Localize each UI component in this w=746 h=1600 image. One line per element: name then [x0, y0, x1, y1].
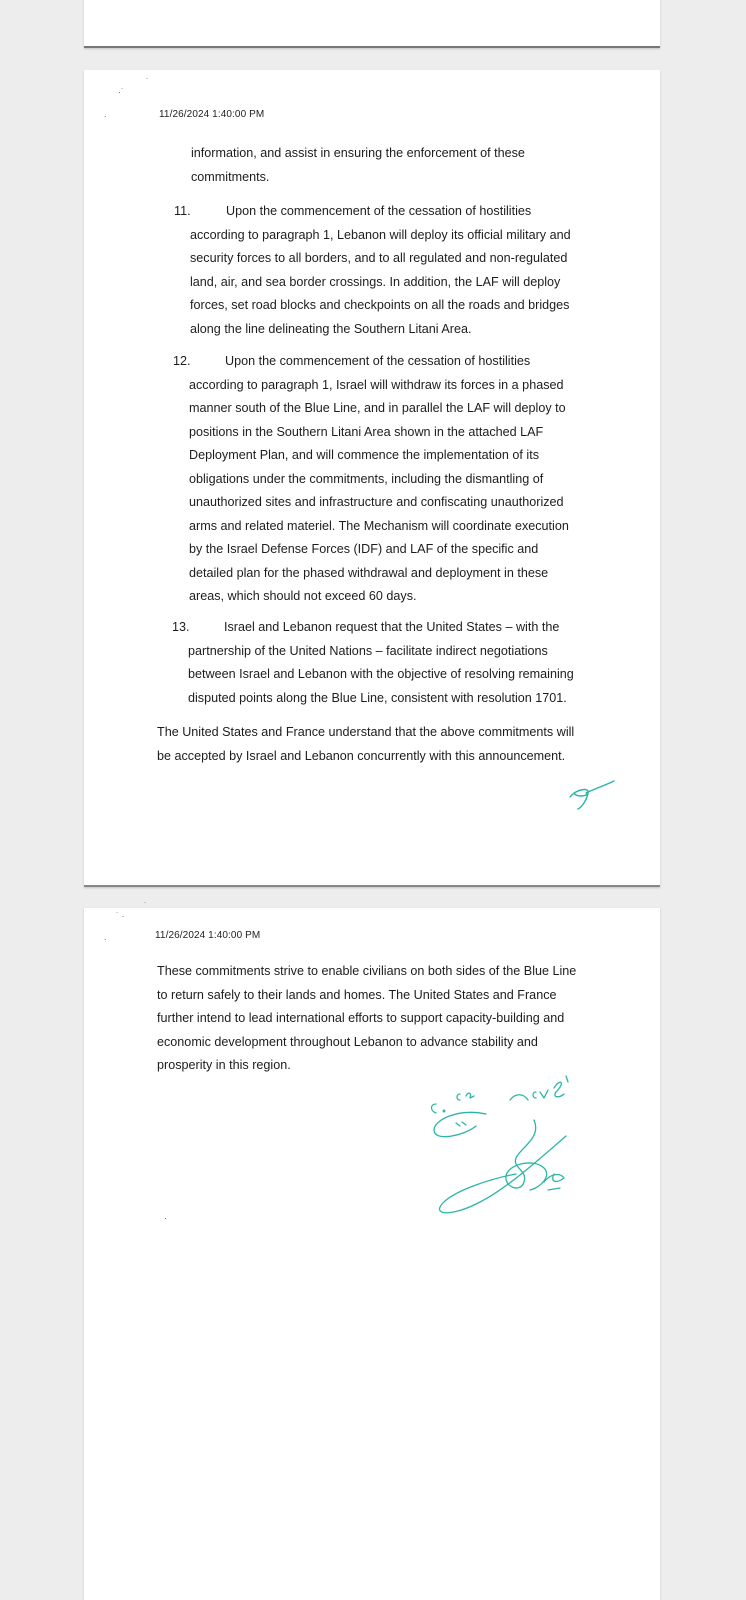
scan-speck: ˙ · — [116, 911, 125, 921]
item-number: 11. — [174, 204, 191, 218]
list-item-11: Upon the commencement of the cessation of hostilities according to paragraph 1, Lebanon will deploy its official military and security forces to all borders, and to all regulated and non-regulated land, air, and sea border crossings. In addition, the LAF will deploy forces, set road blocks and checkpoints on all the roads and bridges along the line delineating the Southern Litani Area. — [190, 204, 571, 336]
item-number: 12. — [173, 354, 191, 368]
scan-speck: · — [164, 1213, 167, 1223]
closing-paragraph: The United States and France understand that the above commitments will be accepted by Israel and Lebanon concurrently with this announcement. — [157, 725, 575, 763]
item-number: 13. — [172, 620, 190, 634]
print-timestamp: 11/26/2024 1:40:00 PM — [159, 109, 265, 120]
scan-speck: ·˙ — [118, 87, 124, 97]
print-timestamp: 11/26/2024 1:40:00 PM — [155, 930, 261, 941]
scan-speck: . — [104, 109, 107, 119]
body-paragraph: These commitments strive to enable civilians on both sides of the Blue Line to return safely to their lands and homes. The United States and France further intend to lead international efforts to support capacity-building and economic development throughout Lebanon to advance stability and prosperity in this region. — [157, 964, 577, 1072]
initials-signature — [564, 775, 624, 815]
document-page-1 — [84, 0, 660, 48]
continuation-paragraph: information, and assist in ensuring the enforcement of these commitments. — [191, 146, 525, 184]
document-page-2 — [84, 70, 660, 887]
handwritten-signature — [424, 1078, 594, 1238]
list-item-12: Upon the commencement of the cessation of hostilities according to paragraph 1, Israel will withdraw its forces in a phased manner south of the Blue Line, and in parallel the LAF will deploy to positions in the Southern Litani Area shown in the attached LAF Deployment Plan, and will commence the implementation of its obligations under the commitments, including the dismantling of unauthorized sites and infrastructure and confiscating unauthorized arms and related materiel. The Mechanism will coordinate execution by the Israel Defense Forces (IDF) and LAF of the specific and detailed plan for the phased withdrawal and deployment in these areas, which should not exceed 60 days. — [189, 354, 569, 603]
scan-speck: ˙ — [146, 77, 149, 87]
scan-speck: ˙ — [144, 901, 147, 911]
list-item-13: Israel and Lebanon request that the United States – with the partnership of the United Nations – facilitate indirect negotiations between Israel and Lebanon with the objective of resolving remaining disputed points along the Blue Line, consistent with resolution 1701. — [188, 620, 574, 705]
document-page-3 — [84, 901, 660, 1600]
scan-speck: . — [104, 932, 107, 942]
